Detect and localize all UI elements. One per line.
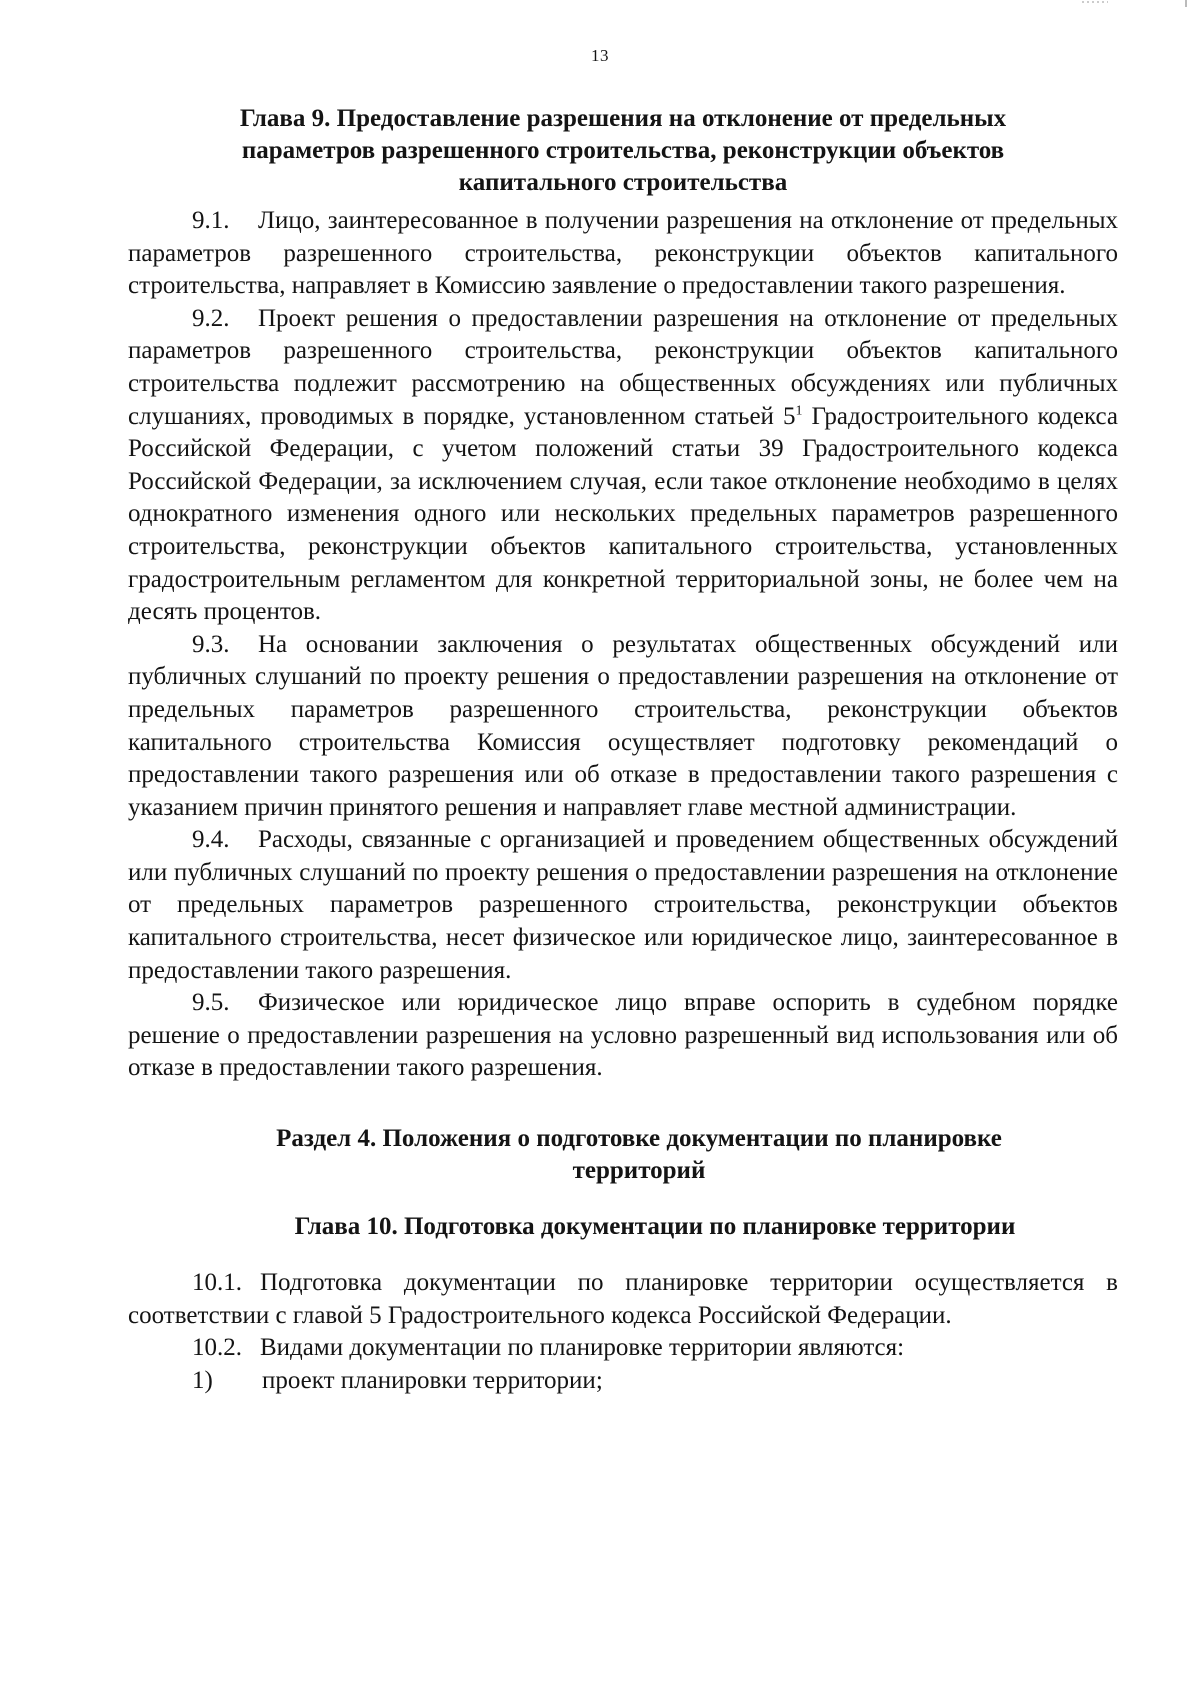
paragraph-9-5 [128, 987, 1118, 1085]
paragraph-9-2 [128, 303, 1118, 629]
paragraph-text: Расходы, связанные с организацией и проведением общественных обсуждений или публичных слушаний по проекту решения о предоставлении разрешения на отклонение от предельных параметров разрешенного строительства, реконструкции объектов капитального строительства, несет физическое или юридическое лицо, заинтересованное в предоставлении такого разрешения. [128, 826, 1118, 984]
paragraph-number: 9.3. [192, 630, 230, 658]
paragraph-9-4 [128, 824, 1118, 987]
paragraph-10-1 [128, 1267, 1118, 1332]
list-item [128, 1365, 1118, 1398]
paragraph-number: 9.4. [192, 826, 230, 854]
paragraph-number: 9.1. [192, 207, 230, 234]
superscript: 1 [795, 403, 803, 419]
list-marker: 1) [192, 1366, 213, 1394]
paragraph-9-1 [128, 205, 1118, 303]
paragraph-number: 10.2. [192, 1334, 242, 1362]
paragraph-number: 9.5. [192, 989, 230, 1017]
paragraph-9-3 [128, 629, 1118, 825]
section-4-heading: Раздел 4. Положения о подготовке документации по планировке территорий [276, 1125, 1002, 1185]
paragraph-text: Подготовка документации по планировке территории осуществляется в соответствии с главой 5 Градостроительного кодекса Российской Федерации. [128, 1269, 1118, 1329]
paragraph-text: Лицо, заинтересованное в получении разрешения на отклонение от предельных параметров разрешенного строительства, реконструкции объектов капитального строительства, направляет в Комиссию заявление о предоставлении такого разрешения. [128, 207, 1118, 300]
list-item-text: проект планировки территории; [262, 1366, 603, 1394]
paragraph-text: На основании заключения о результатах общественных обсуждений или публичных слушаний по проекту решения о предоставлении разрешения на отклонение от предельных параметров разрешенного строительства, реконструкции объектов капитального строительства Комиссия осуществляет подготовку рекомендаций о предоставлении такого разрешения или об отказе в предоставлении такого разрешения с указанием причин принятого решения и направляет главе местной администрации. [128, 630, 1118, 821]
paragraph-number: 10.1. [192, 1269, 242, 1297]
chapter-9-heading: Глава 9. Предоставление разрешения на отклонение от предельных параметров разрешенного строительства, реконструкции объектов капитального строительства [239, 105, 1007, 196]
paragraph-text: Физическое или юридическое лицо вправе оспорить в судебном порядке решение о предоставлении разрешения на условно разрешенный вид использования или об отказе в предоставлении такого разрешения. [128, 989, 1118, 1082]
paragraph-text: Видами документации по планировке территории являются: [260, 1334, 905, 1362]
paragraph-text-continued: Градостроительного кодекса Российской Федерации, с учетом положений статьи 39 Градостроительного кодекса Российской Федерации, за исключением случая, если такое отклонение необходимо в целях однократного изменения одного или нескольких предельных параметров разрешенного строительства, реконструкции объектов капитального строительства, установленных градостроительным регламентом для конкретной территориальной зоны, не более чем на десять процентов. [128, 402, 1118, 626]
paragraph-text: Проект решения о предоставлении разрешения на отклонение от предельных параметров разрешенного строительства, реконструкции объектов капитального строительства подлежит рассмотрению на общественных обсуждениях или публичных слушаниях, проводимых в порядке, установленном статьей 5 [128, 304, 1118, 430]
paragraph-10-2 [128, 1332, 1118, 1365]
page-number: 13 [591, 46, 609, 65]
chapter-10-heading: Глава 10. Подготовка документации по планировке территории [294, 1213, 1016, 1241]
document-body [128, 103, 1118, 1397]
paragraph-number: 9.2. [192, 304, 230, 332]
scan-edge-mark [1082, 0, 1192, 8]
